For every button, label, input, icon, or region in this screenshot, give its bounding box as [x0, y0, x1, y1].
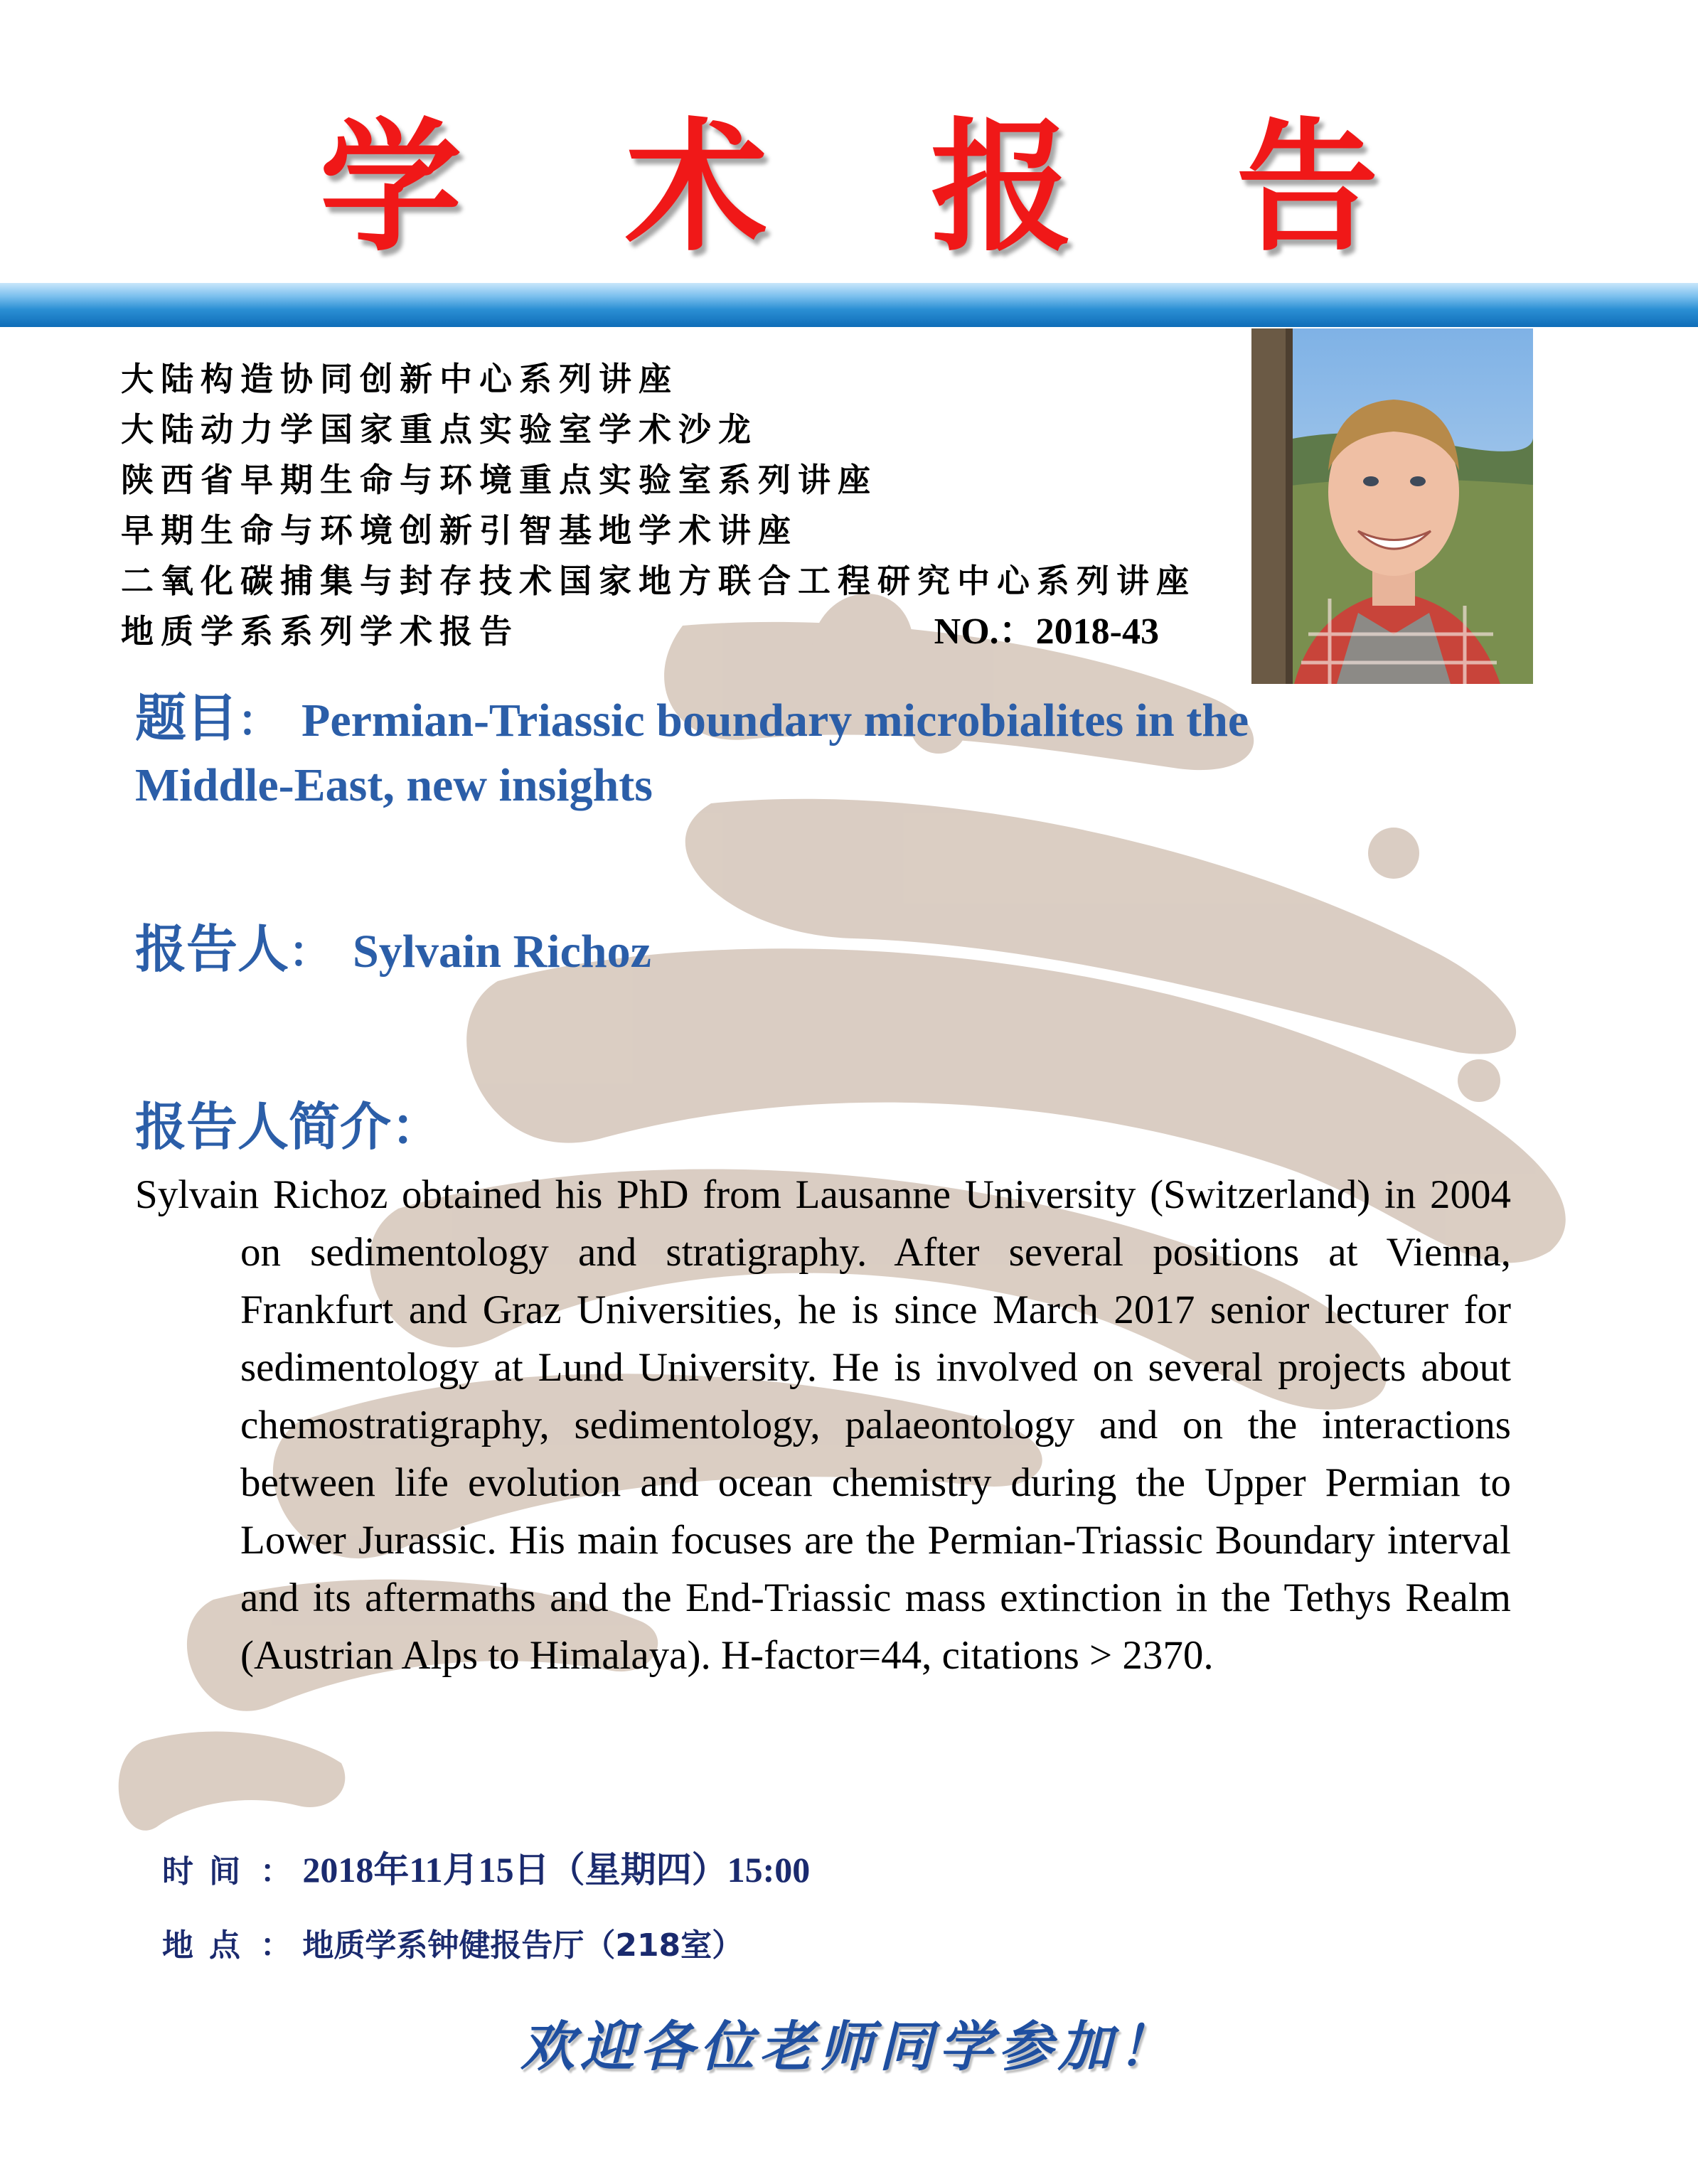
- speaker-biography: Sylvain Richoz obtained his PhD from Lausanne University (Switzerland) in 2004 on sedimentology and stratigraphy. After several positions at Vienna, Frankfurt and Graz Universities, he is since March 2017 senior lecturer for sedimentology at Lund University. He is involved on several projects about chemostratigraphy, sedimentology, palaeontology and on the interactions between life evolution and ocean chemistry during the Upper Permian to Lower Jurassic. His main focuses are the Permian-Triassic Boundary interval and its aftermaths and the End-Triassic mass extinction in the Tethys Realm (Austrian Alps to Himalaya). H-factor=44, citations > 2370.: [135, 1172, 1511, 1678]
- speaker-photo: [1251, 328, 1533, 684]
- time-label: 时间: [162, 1853, 256, 1890]
- series-line: 大陆动力学国家重点实验室学术沙龙: [121, 410, 758, 449]
- speaker-label-colon: ：: [289, 928, 332, 978]
- time-value: 2018年11月15日（星期四）15:00: [302, 1850, 811, 1890]
- topic-title-part-2: Middle-East, new insights: [135, 759, 653, 811]
- topic-section: [135, 686, 1571, 818]
- place-value: 地质学系钟健报告厅（218室）: [302, 1927, 744, 1964]
- place-colon: ：: [260, 1927, 292, 1964]
- series-line: 大陆构造协同创新中心系列讲座: [121, 360, 678, 398]
- series-line-with-number: [121, 606, 1159, 657]
- welcome-message: 欢迎各位老师同学参加！: [520, 2015, 1178, 2078]
- time-row: [162, 1841, 810, 1893]
- series-line: 早期生命与环境创新引智基地学术讲座: [121, 511, 798, 550]
- series-line: 地质学系系列学术报告: [121, 612, 519, 651]
- report-number: NO.：2018-43: [934, 611, 1159, 652]
- speaker-intro-heading: 报告人简介：: [135, 1097, 443, 1157]
- place-row: [162, 1920, 743, 1965]
- speaker-name: Sylvain Richoz: [353, 926, 651, 978]
- header-band: [0, 283, 1698, 327]
- time-colon: ：: [260, 1853, 292, 1890]
- topic-label-colon: ：: [237, 697, 281, 746]
- topic-label: 题目: [135, 688, 238, 748]
- lecture-series-list: [121, 354, 1259, 657]
- place-label: 地点: [162, 1927, 256, 1964]
- speaker-section: [135, 917, 651, 985]
- topic-line-1: [135, 686, 1571, 754]
- page-title: 学 术 报 告: [319, 105, 1436, 271]
- series-line: 陕西省早期生命与环境重点实验室系列讲座: [121, 461, 877, 499]
- speaker-label: 报告人: [135, 919, 289, 979]
- series-line: 二氧化碳捕集与封存技术国家地方联合工程研究中心系列讲座: [121, 562, 1196, 600]
- topic-title-part-1: Permian-Triassic boundary microbialites in the: [301, 695, 1249, 746]
